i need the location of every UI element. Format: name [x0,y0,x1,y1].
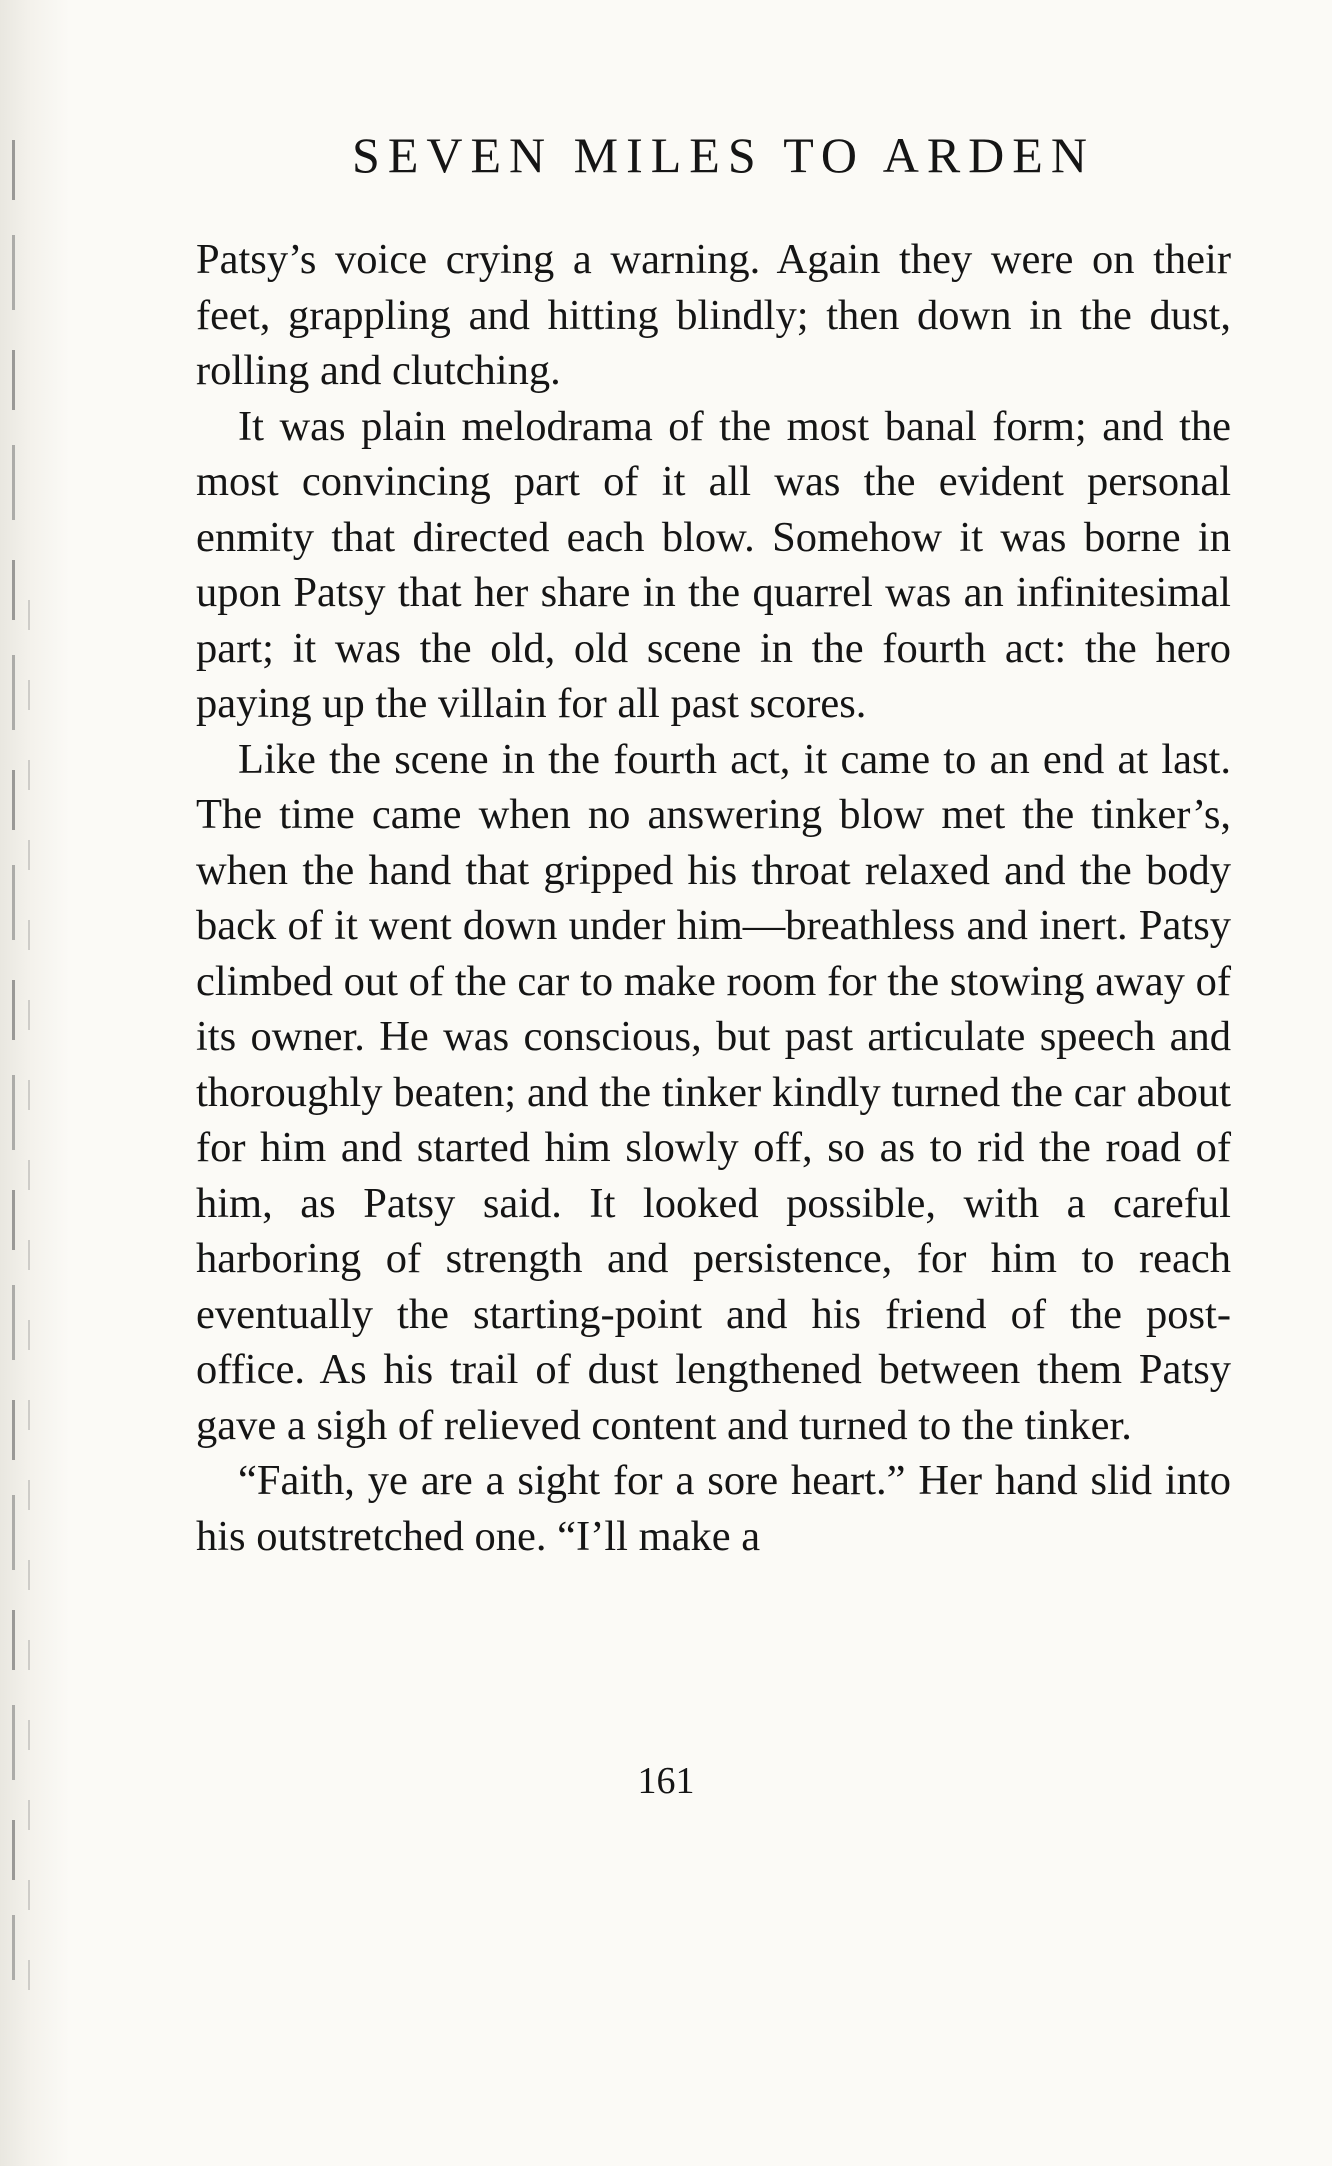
paragraph: It was plain melodrama of the most banal form; and the most convincing part of it all was the evident personal enmity that directed each blow. Somehow it was borne in upon Patsy that her share in the quarrel was an infinitesimal part; it was the old, old scene in the fourth act: the hero paying up the villain for all past scores. [196,402,1231,727]
running-head: SEVEN MILES TO ARDEN [352,127,1095,183]
paragraph: Like the scene in the fourth act, it came to an end at last. The time came when no answering blow met the tinker’s, when the hand that gripped his throat relaxed and the body back of it went down under him—breathless and inert. Patsy climbed out of the car to make room for the stowing away of its owner. He was conscious, but past articulate speech and thoroughly beaten; and the tinker kindly turned the car about for him and started him slowly off, so as to rid the road of him, as Patsy said. It looked possible, with a careful harboring of strength and persistence, for him to reach eventually the starting-point and his friend of the post-office. As his trail of dust lengthened between them Patsy gave a sigh of relieved content and turned to the tinker. [196,735,1231,1449]
book-page [196,127,1231,1564]
scan-edge-mark [12,140,15,1980]
paragraph: Patsy’s voice crying a warning. Again they were on their feet, grappling and hitting blindly; then down in the dust, rolling and clutching. [196,236,1231,394]
body-text [196,232,1231,1564]
page-number: 161 [637,1760,695,1802]
paragraph: “Faith, ye are a sight for a sore heart.” Her hand slid into his outstretched one. “I’ll make a [196,1457,1231,1560]
scan-gutter-shadow [0,0,70,2166]
